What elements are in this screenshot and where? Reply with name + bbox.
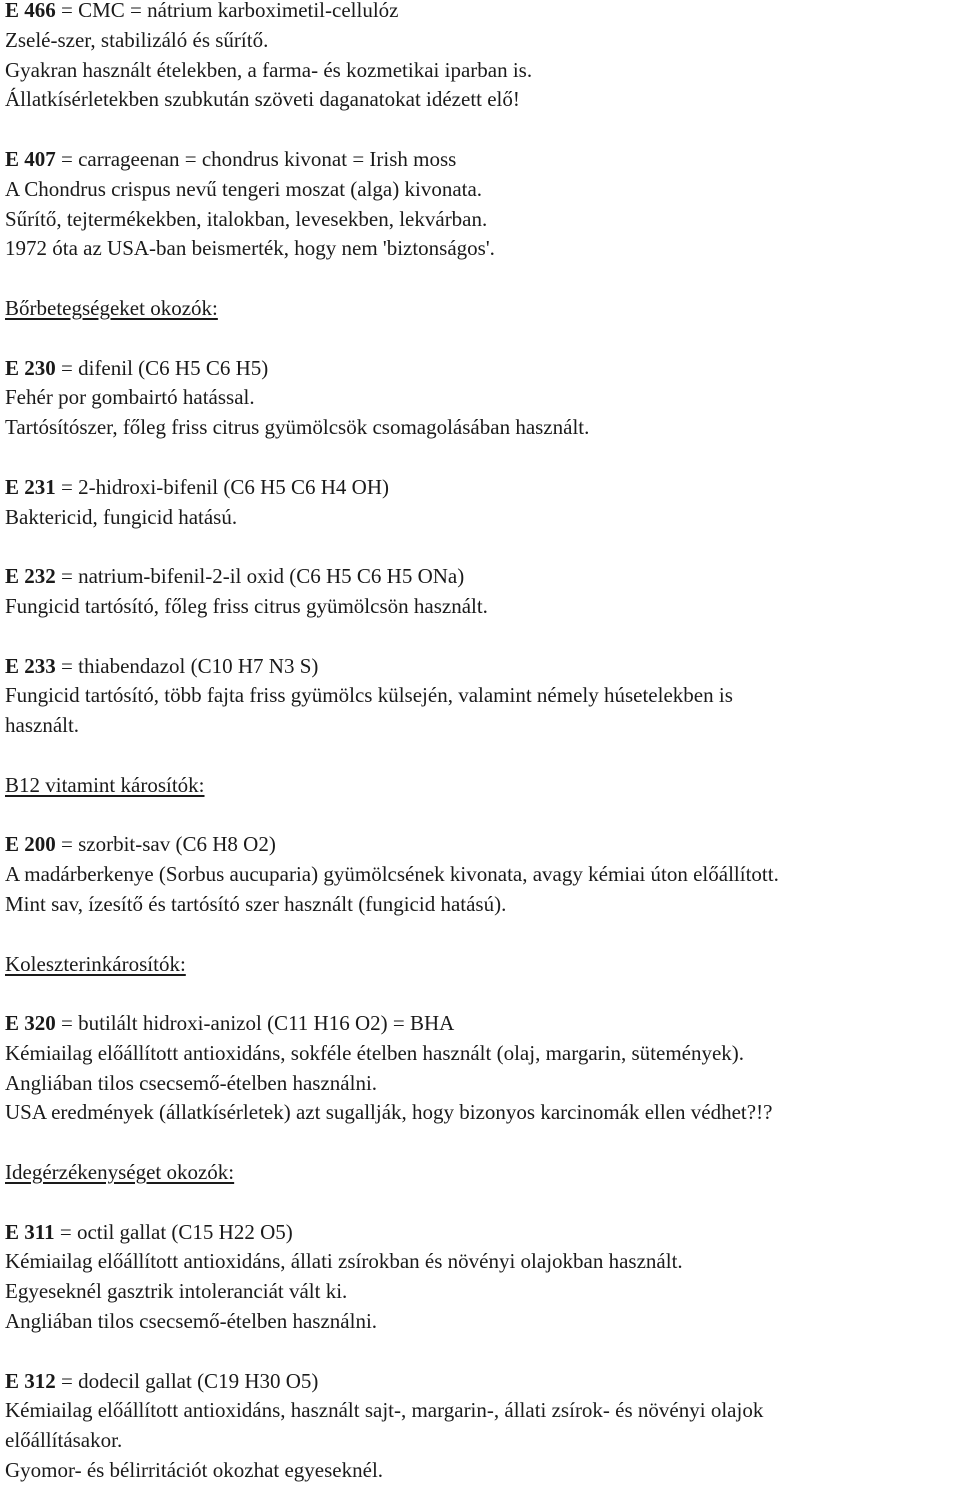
entry-e233-line: Fungicid tartósító, több fajta friss gyümölcs külsején, valamint némely húsetelekben is bbox=[5, 683, 733, 708]
entry-e232-title bbox=[5, 562, 957, 592]
entry-e320-line: Angliában tilos csecsemő-ételben használni. bbox=[5, 1070, 378, 1095]
entry-e230-line: Fehér por gombairtó hatással. bbox=[5, 385, 255, 410]
entry-e312-title bbox=[5, 1367, 957, 1397]
entry-e320-line: USA eredmények (állatkísérletek) azt sugallják, hogy bizonyos karcinomák ellen védhet?!? bbox=[5, 1100, 773, 1125]
spacer bbox=[5, 920, 957, 950]
e-number-code: E 232 bbox=[5, 564, 56, 589]
spacer bbox=[5, 622, 957, 652]
e-number-code: E 407 bbox=[5, 146, 56, 171]
entry-name: = butilált hidroxi-anizol (C11 H16 O2) = BHA bbox=[55, 1011, 455, 1036]
entry-e311-line: Kémiailag előállított antioxidáns, állati zsírokban és növényi olajokban használt. bbox=[5, 1249, 683, 1274]
entry-name: = carrageenan = chondrus kivonat = Irish moss bbox=[55, 146, 457, 171]
entry-e231-line: Baktericid, fungicid hatású. bbox=[5, 504, 238, 529]
entry-e407-title bbox=[5, 145, 957, 175]
entry-name: = dodecil gallat (C19 H30 O5) bbox=[55, 1368, 319, 1393]
entry-e311-title bbox=[5, 1218, 957, 1248]
entry-e311-line: Egyeseknél gasztrik intoleranciát vált ki. bbox=[5, 1279, 348, 1304]
e-number-code: E 230 bbox=[5, 355, 56, 380]
entry-name: = 2-hidroxi-bifenil (C6 H5 C6 H4 OH) bbox=[55, 474, 389, 499]
entry-e466-line: Zselé-szer, stabilizáló és sűrítő. bbox=[5, 27, 269, 52]
entry-name: = octil gallat (C15 H22 O5) bbox=[54, 1219, 293, 1244]
section-heading-text: Bőrbetegségeket okozók: bbox=[5, 295, 218, 320]
entry-e231-title bbox=[5, 473, 957, 503]
entry-e232-line: Fungicid tartósító, főleg friss citrus gyümölcsön használt. bbox=[5, 593, 488, 618]
spacer bbox=[5, 532, 957, 562]
spacer bbox=[5, 741, 957, 771]
entry-e407-line: A Chondrus crispus nevű tengeri moszat (alga) kivonata. bbox=[5, 176, 483, 201]
section-heading-text: B12 vitamint károsítók: bbox=[5, 772, 205, 797]
entry-e233-title bbox=[5, 652, 957, 682]
section-heading-text: Idegérzékenységet okozók: bbox=[5, 1160, 235, 1185]
section-heading-skin bbox=[5, 294, 957, 324]
entry-e320-line: Kémiailag előállított antioxidáns, sokféle ételben használt (olaj, margarin, sütemények). bbox=[5, 1040, 745, 1065]
e-number-code: E 466 bbox=[5, 0, 56, 22]
entry-e407-line: Sűrítő, tejtermékekben, italokban, levesekben, lekvárban. bbox=[5, 206, 488, 231]
entry-e466-line: Állatkísérletekben szubkután szöveti daganatokat idézett elő! bbox=[5, 87, 520, 112]
entry-e466-title bbox=[5, 0, 957, 26]
section-heading-b12 bbox=[5, 771, 957, 801]
e-number-code: E 200 bbox=[5, 832, 56, 857]
spacer bbox=[5, 264, 957, 294]
spacer bbox=[5, 1337, 957, 1367]
entry-name: = thiabendazol (C10 H7 N3 S) bbox=[55, 653, 319, 678]
entry-e233-line: használt. bbox=[5, 713, 80, 738]
entry-e230-line: Tartósítószer, főleg friss citrus gyümölcsök csomagolásában használt. bbox=[5, 415, 590, 440]
section-heading-sensitivity bbox=[5, 1158, 957, 1188]
document-page bbox=[5, 0, 957, 1486]
spacer bbox=[5, 979, 957, 1009]
entry-e311-line: Angliában tilos csecsemő-ételben használni. bbox=[5, 1309, 378, 1334]
spacer bbox=[5, 115, 957, 145]
entry-e312-line: Gyomor- és bélirritációt okozhat egyeseknél. bbox=[5, 1458, 384, 1483]
spacer bbox=[5, 1128, 957, 1158]
entry-name: = natrium-bifenil-2-il oxid (C6 H5 C6 H5 ONa) bbox=[55, 564, 465, 589]
entry-e200-title bbox=[5, 830, 957, 860]
spacer bbox=[5, 443, 957, 473]
spacer bbox=[5, 1188, 957, 1218]
e-number-code: E 312 bbox=[5, 1368, 56, 1393]
spacer bbox=[5, 801, 957, 831]
e-number-code: E 233 bbox=[5, 653, 56, 678]
e-number-code: E 311 bbox=[5, 1219, 55, 1244]
entry-e230-title bbox=[5, 354, 957, 384]
e-number-code: E 320 bbox=[5, 1011, 56, 1036]
entry-e200-line: A madárberkenye (Sorbus aucuparia) gyümölcsének kivonata, avagy kémiai úton előállított. bbox=[5, 862, 779, 887]
entry-e407-line: 1972 óta az USA-ban beismerték, hogy nem 'biztonságos'. bbox=[5, 236, 495, 261]
entry-e312-line: előállításakor. bbox=[5, 1428, 123, 1453]
entry-name: = szorbit-sav (C6 H8 O2) bbox=[55, 832, 276, 857]
entry-name: = CMC = nátrium karboximetil-cellulóz bbox=[55, 0, 399, 22]
entry-e466-line: Gyakran használt ételekben, a farma- és kozmetikai iparban is. bbox=[5, 57, 533, 82]
section-heading-cholesterol bbox=[5, 950, 957, 980]
section-heading-text: Koleszterinkárosítók: bbox=[5, 951, 186, 976]
entry-e312-line: Kémiailag előállított antioxidáns, használt sajt-, margarin-, állati zsírok- és növényi olajok bbox=[5, 1398, 764, 1423]
e-number-code: E 231 bbox=[5, 474, 56, 499]
entry-name: = difenil (C6 H5 C6 H5) bbox=[55, 355, 269, 380]
entry-e200-line: Mint sav, ízesítő és tartósító szer használt (fungicid hatású). bbox=[5, 891, 507, 916]
spacer bbox=[5, 324, 957, 354]
entry-e320-title bbox=[5, 1009, 957, 1039]
